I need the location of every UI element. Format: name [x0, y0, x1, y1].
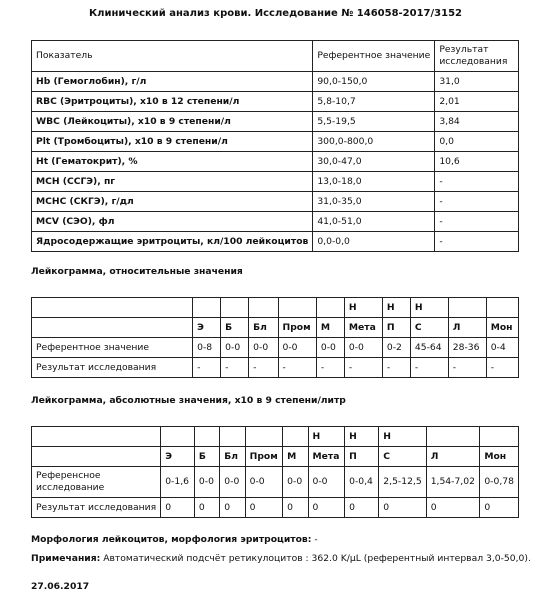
morphology-value: -: [311, 534, 318, 545]
indicator-name: Ht (Гематокрит), %: [32, 152, 313, 172]
reference-value: 90,0-150,0: [313, 72, 435, 92]
reference-value: 0,0-0,0: [313, 232, 435, 252]
norm-mark: Н: [345, 427, 379, 447]
norm-mark: Н: [379, 427, 426, 447]
result-value: 3,84: [435, 112, 519, 132]
table-row: [32, 467, 519, 498]
reference-value: 31,0-35,0: [313, 192, 435, 212]
result-value: 0: [161, 498, 195, 518]
column-header: П: [382, 318, 410, 338]
reference-value: 0-4: [486, 338, 518, 358]
result-value: 0: [283, 498, 308, 518]
result-value: 10,6: [435, 152, 519, 172]
result-value: -: [486, 358, 518, 378]
table-row: [32, 212, 519, 232]
result-value: 0: [426, 498, 480, 518]
reference-value: 5,8-10,7: [313, 92, 435, 112]
norm-mark: [220, 427, 245, 447]
empty-cell: [32, 318, 193, 338]
reference-value: 0-0: [220, 467, 245, 498]
notes-label: Примечания:: [31, 553, 101, 564]
document-title: Клинический анализ крови. Исследование № 146058-2017/3152: [89, 8, 462, 19]
result-value: -: [435, 172, 519, 192]
row-label: Результат исследования: [32, 498, 161, 518]
indicator-name: MCV (СЭО), фл: [32, 212, 313, 232]
result-value: 0: [379, 498, 426, 518]
result-value: -: [221, 358, 249, 378]
row-label: Результат исследования: [32, 358, 193, 378]
norm-mark: [480, 427, 519, 447]
reference-value: 0-0,4: [345, 467, 379, 498]
result-value: -: [382, 358, 410, 378]
header-result: Результат исследования: [435, 41, 519, 72]
leukogram-absolute-table: [31, 426, 519, 518]
result-value: -: [410, 358, 448, 378]
table-row: [32, 132, 519, 152]
empty-cell: [32, 427, 161, 447]
indicator-name: Ядросодержащие эритроциты, кл/100 лейкоцитов: [32, 232, 313, 252]
norm-mark: Н: [344, 298, 382, 318]
column-header: Бл: [249, 318, 278, 338]
result-value: 0: [245, 498, 283, 518]
result-value: 31,0: [435, 72, 519, 92]
empty-cell: [32, 447, 161, 467]
reference-value: 30,0-47,0: [313, 152, 435, 172]
table-row: [32, 338, 519, 358]
reference-value: 0-0: [249, 338, 278, 358]
column-header: Бл: [220, 447, 245, 467]
norm-mark: [161, 427, 195, 447]
marks-row: [32, 427, 519, 447]
reference-value: 0-2: [382, 338, 410, 358]
result-value: -: [249, 358, 278, 378]
morphology-line: [31, 534, 318, 545]
header-indicator: Показатель: [32, 41, 313, 72]
header-reference: Референтное значение: [313, 41, 435, 72]
reference-value: 0-0: [316, 338, 344, 358]
result-value: -: [316, 358, 344, 378]
column-header: Б: [221, 318, 249, 338]
indicator-name: MCHC (СКГЭ), г/дл: [32, 192, 313, 212]
column-header: М: [283, 447, 308, 467]
reference-value: 0-0: [278, 338, 316, 358]
norm-mark: [426, 427, 480, 447]
reference-value: 0-0: [283, 467, 308, 498]
blood-analysis-table: [31, 40, 519, 252]
reference-value: 0-0: [344, 338, 382, 358]
indicator-name: MCH (ССГЭ), пг: [32, 172, 313, 192]
reference-value: 0-0,78: [480, 467, 519, 498]
column-header: Э: [193, 318, 221, 338]
reference-value: 0-0: [308, 467, 345, 498]
indicator-name: RBC (Эритроциты), x10 в 12 степени/л: [32, 92, 313, 112]
table-row: [32, 498, 519, 518]
norm-mark: Н: [308, 427, 345, 447]
leukogram-relative-heading: Лейкограмма, относительные значения: [31, 266, 243, 277]
result-value: -: [435, 212, 519, 232]
column-header: С: [410, 318, 448, 338]
column-header: Пром: [245, 447, 283, 467]
column-header: П: [345, 447, 379, 467]
empty-cell: [32, 298, 193, 318]
column-header: Л: [426, 447, 480, 467]
table-header-row: [32, 41, 519, 72]
notes-line: [31, 553, 531, 564]
marks-row: [32, 298, 519, 318]
report-date: 27.06.2017: [31, 581, 90, 592]
result-value: 0: [220, 498, 245, 518]
result-value: 2,01: [435, 92, 519, 112]
result-value: 0: [194, 498, 219, 518]
norm-mark: [486, 298, 518, 318]
norm-mark: [249, 298, 278, 318]
result-value: -: [344, 358, 382, 378]
result-value: -: [193, 358, 221, 378]
reference-value: 300,0-800,0: [313, 132, 435, 152]
reference-value: 5,5-19,5: [313, 112, 435, 132]
norm-mark: [193, 298, 221, 318]
reference-value: 1,54-7,02: [426, 467, 480, 498]
norm-mark: [283, 427, 308, 447]
table-row: [32, 232, 519, 252]
reference-value: 0-0: [221, 338, 249, 358]
columns-row: [32, 447, 519, 467]
column-header: Пром: [278, 318, 316, 338]
reference-value: 0-8: [193, 338, 221, 358]
table-row: [32, 358, 519, 378]
reference-value: 0-1,6: [161, 467, 195, 498]
reference-value: 41,0-51,0: [313, 212, 435, 232]
column-header: Мон: [480, 447, 519, 467]
column-header: Мета: [308, 447, 345, 467]
result-value: 0: [308, 498, 345, 518]
norm-mark: [448, 298, 486, 318]
column-header: М: [316, 318, 344, 338]
result-value: -: [435, 192, 519, 212]
result-value: -: [278, 358, 316, 378]
table-row: [32, 192, 519, 212]
notes-value: Автоматический подсчёт ретикулоцитов : 362.0 K/µL (референтный интервал 3,0-50,0).: [100, 553, 531, 564]
column-header: Мета: [344, 318, 382, 338]
norm-mark: [194, 427, 219, 447]
norm-mark: [278, 298, 316, 318]
indicator-name: Plt (Тромбоциты), x10 в 9 степени/л: [32, 132, 313, 152]
row-label: Референтное значение: [32, 338, 193, 358]
reference-value: 0-0: [194, 467, 219, 498]
norm-mark: [316, 298, 344, 318]
norm-mark: Н: [382, 298, 410, 318]
result-value: 0,0: [435, 132, 519, 152]
table-row: [32, 172, 519, 192]
column-header: Э: [161, 447, 195, 467]
indicator-name: Hb (Гемоглобин), г/л: [32, 72, 313, 92]
table-row: [32, 92, 519, 112]
column-header: Б: [194, 447, 219, 467]
result-value: -: [448, 358, 486, 378]
morphology-label: Морфология лейкоцитов, морфология эритроцитов:: [31, 534, 312, 545]
table-row: [32, 112, 519, 132]
norm-mark: [245, 427, 283, 447]
reference-value: 13,0-18,0: [313, 172, 435, 192]
columns-row: [32, 318, 519, 338]
reference-value: 45-64: [410, 338, 448, 358]
norm-mark: Н: [410, 298, 448, 318]
result-value: 0: [480, 498, 519, 518]
indicator-name: WBC (Лейкоциты), x10 в 9 степени/л: [32, 112, 313, 132]
table-row: [32, 72, 519, 92]
column-header: С: [379, 447, 426, 467]
column-header: Мон: [486, 318, 518, 338]
norm-mark: [221, 298, 249, 318]
result-value: 0: [345, 498, 379, 518]
reference-value: 2,5-12,5: [379, 467, 426, 498]
column-header: Л: [448, 318, 486, 338]
leukogram-absolute-heading: Лейкограмма, абсолютные значения, x10 в 9 степени/литр: [31, 395, 346, 406]
result-value: -: [435, 232, 519, 252]
reference-value: 28-36: [448, 338, 486, 358]
leukogram-relative-table: [31, 297, 519, 378]
reference-value: 0-0: [245, 467, 283, 498]
table-row: [32, 152, 519, 172]
row-label: Референсное исследование: [32, 467, 161, 498]
